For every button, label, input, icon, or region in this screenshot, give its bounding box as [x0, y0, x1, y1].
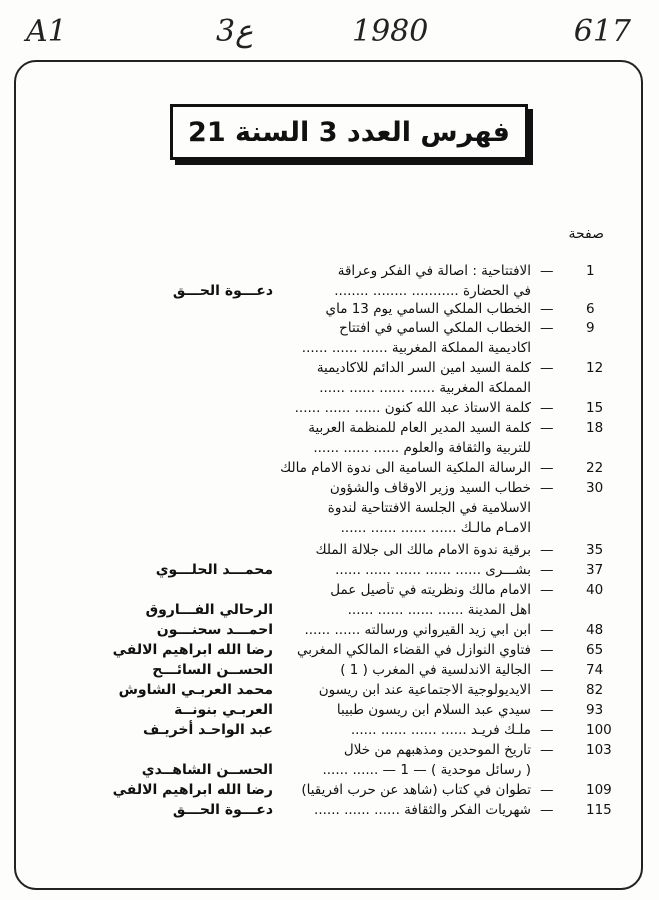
page-number: 1: [586, 263, 595, 279]
page-number: 22: [586, 460, 604, 476]
page-number: 40: [586, 582, 604, 598]
page-number: 15: [586, 400, 604, 416]
page-number: 35: [586, 542, 604, 558]
page-number: 9: [586, 320, 595, 336]
article-title: برقية ندوة الامام مالك الى جلالة الملك: [315, 542, 531, 558]
article-title: خطاب السيد وزير الاوقاف والشؤون: [329, 480, 531, 496]
toc-row: [0, 802, 659, 821]
dash: —: [540, 263, 554, 279]
page-number: 30: [586, 480, 604, 496]
page-column-label: صفحة: [568, 226, 604, 242]
page-number: 48: [586, 622, 604, 638]
dash: —: [540, 480, 554, 496]
dash: —: [540, 400, 554, 416]
author-name: دعـــوة الحـــق: [172, 802, 273, 818]
article-title: كلمة السيد امين السر الدائم للاكاديمية: [316, 360, 531, 376]
toc-row: [0, 301, 659, 320]
author-name: رضا الله ابراهيم الالفي: [112, 782, 273, 798]
page-number: 6: [586, 301, 595, 317]
toc-row: [0, 762, 659, 781]
author-name: الحســن السائـــح: [152, 662, 273, 678]
title-box: [170, 104, 528, 160]
page-title: فهرس العدد 3 السنة 21: [188, 116, 510, 148]
dash: —: [540, 782, 554, 798]
toc-row: [0, 582, 659, 601]
dash: —: [540, 301, 554, 317]
author-name: محمـــد الحلـــوي: [155, 562, 273, 578]
page-number: 100: [586, 722, 612, 738]
article-title: في الحضارة ........... ........ ........: [334, 283, 531, 299]
page-number: 65: [586, 642, 604, 658]
toc-row: [0, 622, 659, 641]
article-title: الخطاب الملكي السامي يوم 13 ماي: [325, 301, 531, 317]
page-number: 93: [586, 702, 604, 718]
author-name: الرحالي الفـــاروق: [145, 602, 273, 618]
dash: —: [540, 702, 554, 718]
article-title: الخطاب الملكي السامي في افتتاح: [339, 320, 531, 336]
toc-row: [0, 460, 659, 479]
dash: —: [540, 420, 554, 436]
toc-row: [0, 480, 659, 499]
article-title: المملكة المغربية ...... ...... ...... ......: [319, 380, 531, 396]
handwritten-number: 617: [573, 14, 631, 49]
toc-row: [0, 682, 659, 701]
handwritten-code: A1: [26, 14, 67, 49]
page-number: 74: [586, 662, 604, 678]
toc-row: [0, 542, 659, 561]
dash: —: [540, 542, 554, 558]
author-name: عبد الواحـد أخريـف: [142, 722, 273, 738]
article-title: فتاوي النوازل في القضاء المالكي المغربي: [297, 642, 531, 658]
author-name: الحســن الشاهــدي: [141, 762, 273, 778]
dash: —: [540, 460, 554, 476]
handwritten-issue: 3ع: [216, 14, 253, 49]
page-number: 109: [586, 782, 612, 798]
toc-row: [0, 400, 659, 419]
author-name: رضا الله ابراهيم الالفي: [112, 642, 273, 658]
article-title: الرسالة الملكية السامية الى ندوة الامام مالك: [280, 460, 531, 476]
dash: —: [540, 802, 554, 818]
toc-row: [0, 722, 659, 741]
article-title: الجالية الاندلسية في المغرب ( 1 ): [340, 662, 531, 678]
page-number: 103: [586, 742, 612, 758]
article-title: اكاديمية المملكة المغربية ...... ...... ......: [301, 340, 531, 356]
toc-row: [0, 562, 659, 581]
article-title: الامام مالك ونظريته في تأصيل عمل: [330, 582, 531, 598]
article-title: ابن ابي زيد القيرواني ورسالته ...... ......: [304, 622, 531, 638]
article-title: تاريخ الموحدين ومذهبهم من خلال: [343, 742, 531, 758]
toc-row: [0, 782, 659, 801]
page-number: 115: [586, 802, 612, 818]
toc-row: [0, 702, 659, 721]
dash: —: [540, 320, 554, 336]
toc-row: [0, 263, 659, 282]
article-title: ( رسائل موحدية ) — 1 — ...... ......: [322, 762, 531, 778]
dash: —: [540, 360, 554, 376]
toc-row: [0, 742, 659, 761]
article-title: الافتتاحية : اصالة في الفكر وعراقة: [337, 263, 531, 279]
dash: —: [540, 722, 554, 738]
toc-row: [0, 320, 659, 339]
toc-row: [0, 642, 659, 661]
toc-row: [0, 360, 659, 379]
article-title: بشـــرى ...... ...... ...... ...... ......: [335, 562, 531, 578]
article-title: الاسلامية في الجلسة الافتتاحية لندوة: [327, 500, 531, 516]
article-title: للتربية والثقافة والعلوم ...... ...... ......: [313, 440, 531, 456]
dash: —: [540, 662, 554, 678]
dash: —: [540, 582, 554, 598]
toc-row: [0, 283, 659, 302]
toc-row: [0, 420, 659, 439]
toc-row: [0, 440, 659, 459]
dash: —: [540, 642, 554, 658]
article-title: الايديولوجية الاجتماعية عند ابن ريسون: [318, 682, 531, 698]
author-name: العربـي بنونــة: [174, 702, 273, 718]
toc-row: [0, 380, 659, 399]
page-number: 18: [586, 420, 604, 436]
article-title: اهل المدينة ...... ...... ...... ......: [347, 602, 531, 618]
article-title: شهريات الفكر والثقافة ...... ...... ......: [314, 802, 531, 818]
author-name: دعـــوة الحـــق: [172, 283, 273, 299]
page-number: 12: [586, 360, 604, 376]
toc-row: [0, 500, 659, 519]
toc-row: [0, 520, 659, 539]
page-number: 37: [586, 562, 604, 578]
article-title: كلمة السيد المدير العام للمنظمة العربية: [308, 420, 531, 436]
dash: —: [540, 562, 554, 578]
dash: —: [540, 622, 554, 638]
dash: —: [540, 742, 554, 758]
author-name: محمد العربـي الشاوش: [118, 682, 273, 698]
author-name: احمـــد سحنـــون: [156, 622, 273, 638]
handwritten-year: 1980: [352, 14, 429, 49]
toc-row: [0, 340, 659, 359]
toc-row: [0, 602, 659, 621]
article-title: كلمة الاستاذ عبد الله كنون ...... ...... ......: [294, 400, 531, 416]
article-title: ملـك فريـد ...... ...... ...... ......: [350, 722, 531, 738]
dash: —: [540, 682, 554, 698]
toc-row: [0, 662, 659, 681]
article-title: الامـام مالـك ...... ...... ...... ......: [340, 520, 531, 536]
page-number: 82: [586, 682, 604, 698]
article-title: تطوان في كتاب (شاهد عن حرب افريقيا): [301, 782, 531, 798]
article-title: سيدي عبد السلام ابن ريسون طبيبا: [336, 702, 531, 718]
